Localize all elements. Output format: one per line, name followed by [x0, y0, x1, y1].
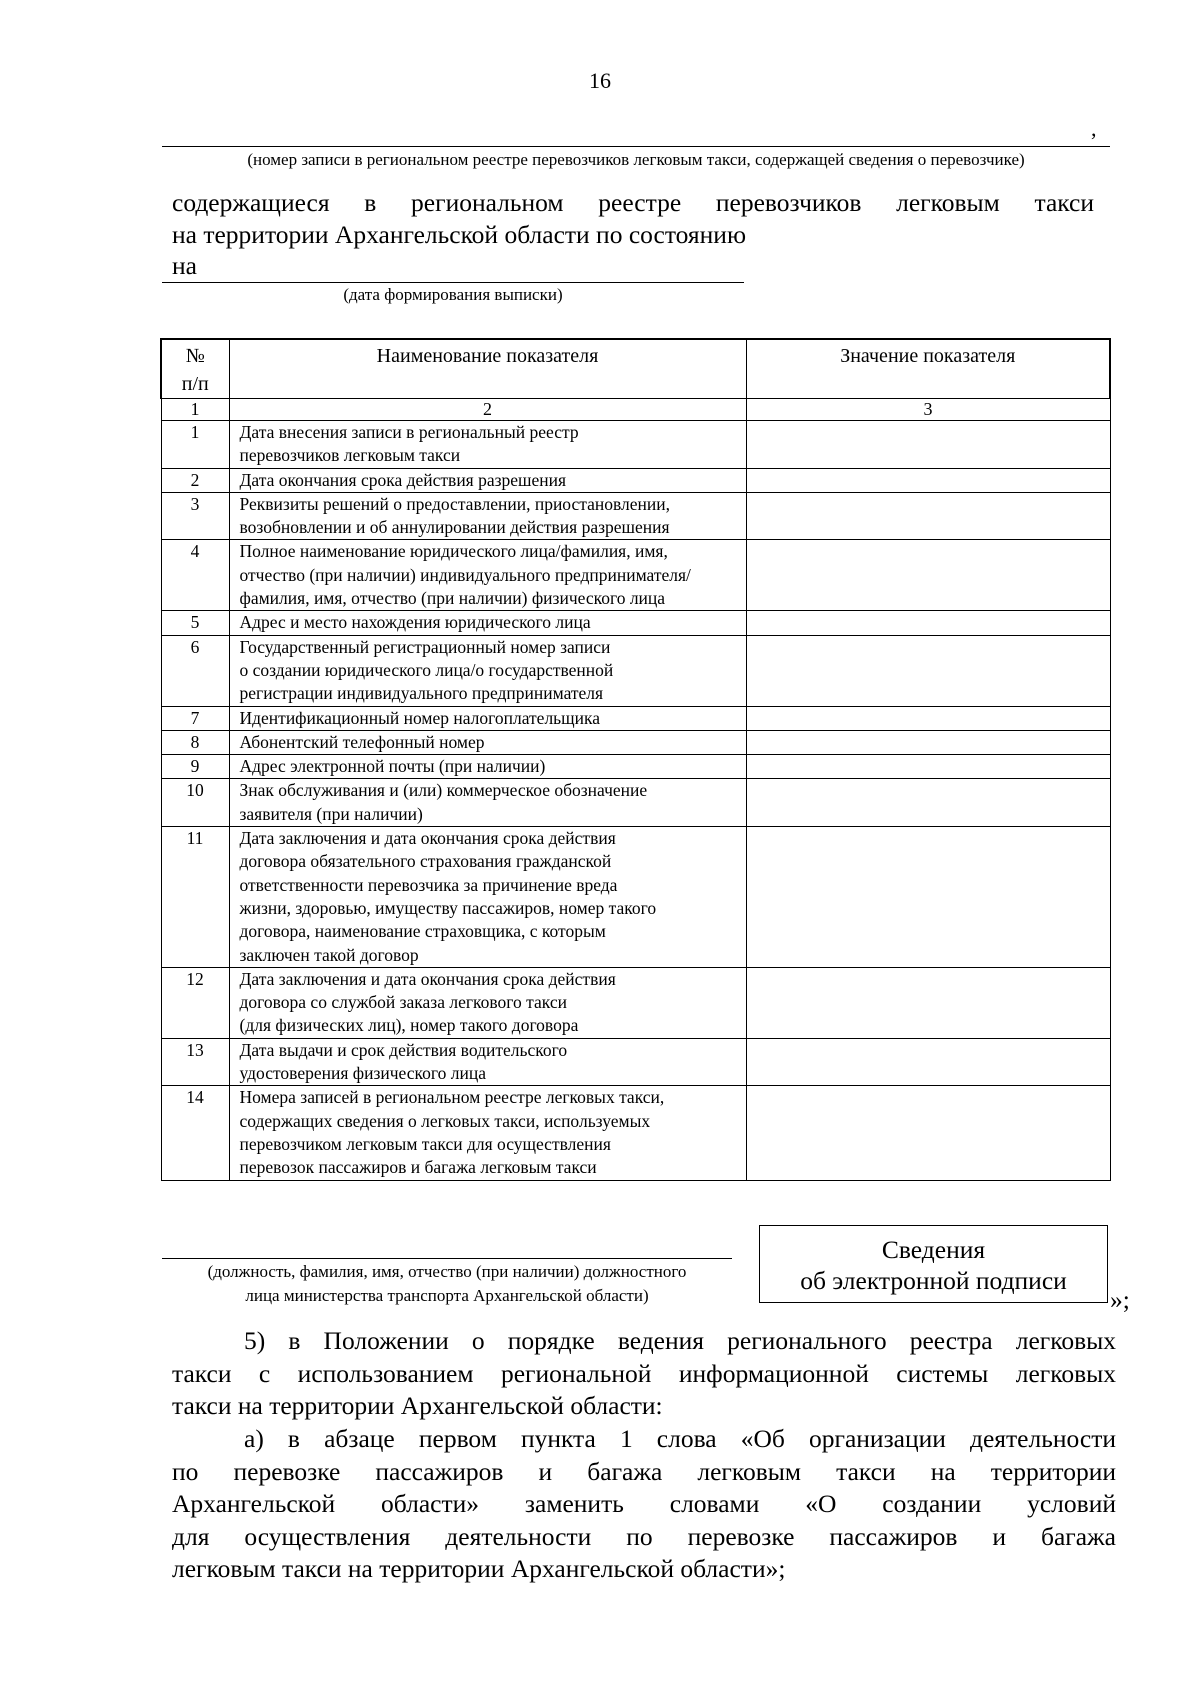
paragraph-line: легковым такси на территории Архангельской области»;: [172, 1554, 786, 1583]
row-number: 8: [161, 730, 229, 754]
indicator-name-line: перевозчиков легковым такси: [239, 445, 461, 466]
indicator-name-line: заключен такой договор: [239, 944, 419, 965]
official-signature-line: [162, 1258, 732, 1259]
column-index-row: [161, 399, 1110, 421]
indicator-value: [746, 611, 1110, 635]
column-index: 3: [746, 399, 1110, 421]
indicator-value: [746, 1038, 1110, 1086]
indicator-name: [229, 421, 746, 469]
row-number: 4: [161, 540, 229, 611]
paragraph-line: а) в абзаце первом пункта 1 слова «Об организации деятельности: [244, 1424, 1116, 1453]
indicator-name-line: Дата выдачи и срок действия водительского: [239, 1039, 568, 1060]
indicator-name-line: Дата заключения и дата окончания срока действия: [239, 968, 616, 989]
table-row: [161, 468, 1110, 492]
indicator-name-line: Полное наименование юридического лица/фамилия, имя,: [239, 541, 668, 562]
indicator-table: [160, 338, 1111, 1181]
table-row: [161, 1038, 1110, 1086]
table-row: [161, 779, 1110, 827]
indicator-name-line: отчество (при наличии) индивидуального предпринимателя/: [239, 564, 691, 585]
indicator-value: [746, 755, 1110, 779]
indicator-value: [746, 779, 1110, 827]
indicator-value: [746, 540, 1110, 611]
header-indicator-value: Значение показателя: [746, 339, 1110, 399]
indicator-value: [746, 1086, 1110, 1180]
indicator-name: [229, 1038, 746, 1086]
indicator-name-line: (для физических лиц), номер такого договора: [239, 1015, 579, 1036]
header-number-symbol: №: [185, 345, 205, 367]
indicator-name-line: договора со службой заказа легкового такси: [239, 992, 567, 1013]
row-number: 13: [161, 1038, 229, 1086]
table-row: [161, 967, 1110, 1038]
indicator-name: [229, 468, 746, 492]
row-number: 2: [161, 468, 229, 492]
row-number: 5: [161, 611, 229, 635]
indicator-value: [746, 827, 1110, 968]
indicator-name-line: Адрес электронной почты (при наличии): [239, 756, 546, 777]
indicator-value: [746, 421, 1110, 469]
indicator-name-line: фамилия, имя, отчество (при наличии) физического лица: [239, 588, 666, 609]
indicator-name-line: договора обязательного страхования гражданской: [239, 851, 612, 872]
header-number: [161, 339, 229, 399]
table-row: [161, 706, 1110, 730]
record-number-underline: [162, 146, 1110, 147]
paragraph-line: 5) в Положении о порядке ведения регионального реестра легковых: [244, 1326, 1116, 1355]
table-row: [161, 540, 1110, 611]
row-number: 9: [161, 755, 229, 779]
row-number: 1: [161, 421, 229, 469]
electronic-signature-box: [759, 1225, 1108, 1303]
table-row: [161, 421, 1110, 469]
intro-na: на: [172, 251, 197, 280]
header-number-abbr: п/п: [181, 373, 209, 395]
table-row: [161, 492, 1110, 540]
row-number: 14: [161, 1086, 229, 1180]
indicator-name-line: заявителя (при наличии): [239, 803, 423, 824]
table-row: [161, 755, 1110, 779]
indicator-name: [229, 540, 746, 611]
indicator-value: [746, 730, 1110, 754]
indicator-name: [229, 779, 746, 827]
header-indicator-name: Наименование показателя: [229, 339, 746, 399]
indicator-name-line: удостоверения физического лица: [239, 1063, 486, 1084]
intro-paragraph: [172, 187, 1094, 251]
indicator-name-line: Дата заключения и дата окончания срока действия: [239, 828, 616, 849]
row-number: 3: [161, 492, 229, 540]
indicator-name-line: Номера записей в региональном реестре легковых такси,: [239, 1087, 665, 1108]
indicator-value: [746, 492, 1110, 540]
table-row: [161, 1086, 1110, 1180]
row-number: 7: [161, 706, 229, 730]
indicator-name-line: Идентификационный номер налогоплательщика: [239, 707, 601, 728]
paragraph-line: такси с использованием региональной информационной системы легковых: [172, 1358, 1116, 1388]
table-row: [161, 635, 1110, 706]
indicator-name-line: Дата окончания срока действия разрешения: [239, 469, 567, 490]
official-signature-caption: [162, 1260, 732, 1308]
row-number: 10: [161, 779, 229, 827]
indicator-name: [229, 730, 746, 754]
indicator-name-line: ответственности перевозчика за причинение вреда: [239, 874, 618, 895]
indicator-name-line: Абонентский телефонный номер: [239, 731, 485, 752]
indicator-name-line: возобновлении и об аннулировании действия разрешения: [239, 517, 670, 538]
indicator-name-line: содержащих сведения о легковых такси, используемых: [239, 1110, 651, 1131]
indicator-value: [746, 468, 1110, 492]
indicator-name-line: регистрации индивидуального предпринимателя: [239, 683, 604, 704]
esig-line: Сведения: [881, 1235, 986, 1264]
paragraph-line: по перевозке пассажиров и багажа легковым такси на территории: [172, 1456, 1116, 1486]
indicator-name-line: Дата внесения записи в региональный реестр: [239, 422, 579, 442]
table-header-row: [161, 339, 1110, 399]
row-number: 11: [161, 827, 229, 968]
esig-line: об электронной подписи: [800, 1266, 1067, 1295]
indicator-value: [746, 967, 1110, 1038]
column-index: 2: [229, 399, 746, 421]
paragraph-line: для осуществления деятельности по перевозке пассажиров и багажа: [172, 1521, 1116, 1551]
indicator-name: [229, 492, 746, 540]
indicator-name-line: перевозчиком легковым такси для осуществления: [239, 1133, 611, 1154]
paragraph-line: такси на территории Архангельской области:: [172, 1391, 663, 1420]
indicator-value: [746, 706, 1110, 730]
paragraph-5: [172, 1325, 1116, 1423]
official-caption-line: (должность, фамилия, имя, отчество (при наличии) должностного: [207, 1262, 687, 1281]
indicator-name-line: о создании юридического лица/о государственной: [239, 659, 614, 680]
indicator-name-line: Адрес и место нахождения юридического лица: [239, 612, 591, 633]
indicator-name: [229, 755, 746, 779]
indicator-name-line: перевозок пассажиров и багажа легковым такси: [239, 1157, 597, 1178]
indicator-name: [229, 967, 746, 1038]
row-number: 6: [161, 635, 229, 706]
indicator-name-line: Знак обслуживания и (или) коммерческое обозначение: [239, 780, 648, 801]
page-number: 16: [589, 68, 611, 93]
record-number-caption: (номер записи в региональном реестре перевозчиков легковым такси, содержащей сведения о перевозчике): [247, 150, 1025, 169]
indicator-name: [229, 611, 746, 635]
indicator-name: [229, 635, 746, 706]
intro-line: на территории Архангельской области по состоянию: [172, 220, 746, 249]
table-row: [161, 827, 1110, 968]
indicator-name: [229, 706, 746, 730]
indicator-name-line: Реквизиты решений о предоставлении, приостановлении,: [239, 493, 671, 514]
official-caption-line: лица министерства транспорта Архангельской области): [245, 1286, 649, 1305]
record-line-comma: ,: [1091, 116, 1097, 141]
date-caption: (дата формирования выписки): [343, 285, 563, 304]
intro-line: содержащиеся в региональном реестре перевозчиков легковым такси: [172, 188, 1094, 217]
indicator-name-line: договора, наименование страховщика, с которым: [239, 921, 606, 942]
indicator-name: [229, 1086, 746, 1180]
indicator-name-line: жизни, здоровью, имуществу пассажиров, номер такого: [239, 897, 657, 918]
paragraph-line: Архангельской области» заменить словами «О создании условий: [172, 1489, 1116, 1518]
paragraph-a: [172, 1423, 1116, 1586]
date-underline: [162, 282, 744, 283]
indicator-value: [746, 635, 1110, 706]
table-row: [161, 730, 1110, 754]
indicator-name: [229, 827, 746, 968]
indicator-name-line: Государственный регистрационный номер записи: [239, 636, 611, 657]
column-index: 1: [161, 399, 229, 421]
row-number: 12: [161, 967, 229, 1038]
table-row: [161, 611, 1110, 635]
closing-quote: »;: [1110, 1285, 1130, 1314]
